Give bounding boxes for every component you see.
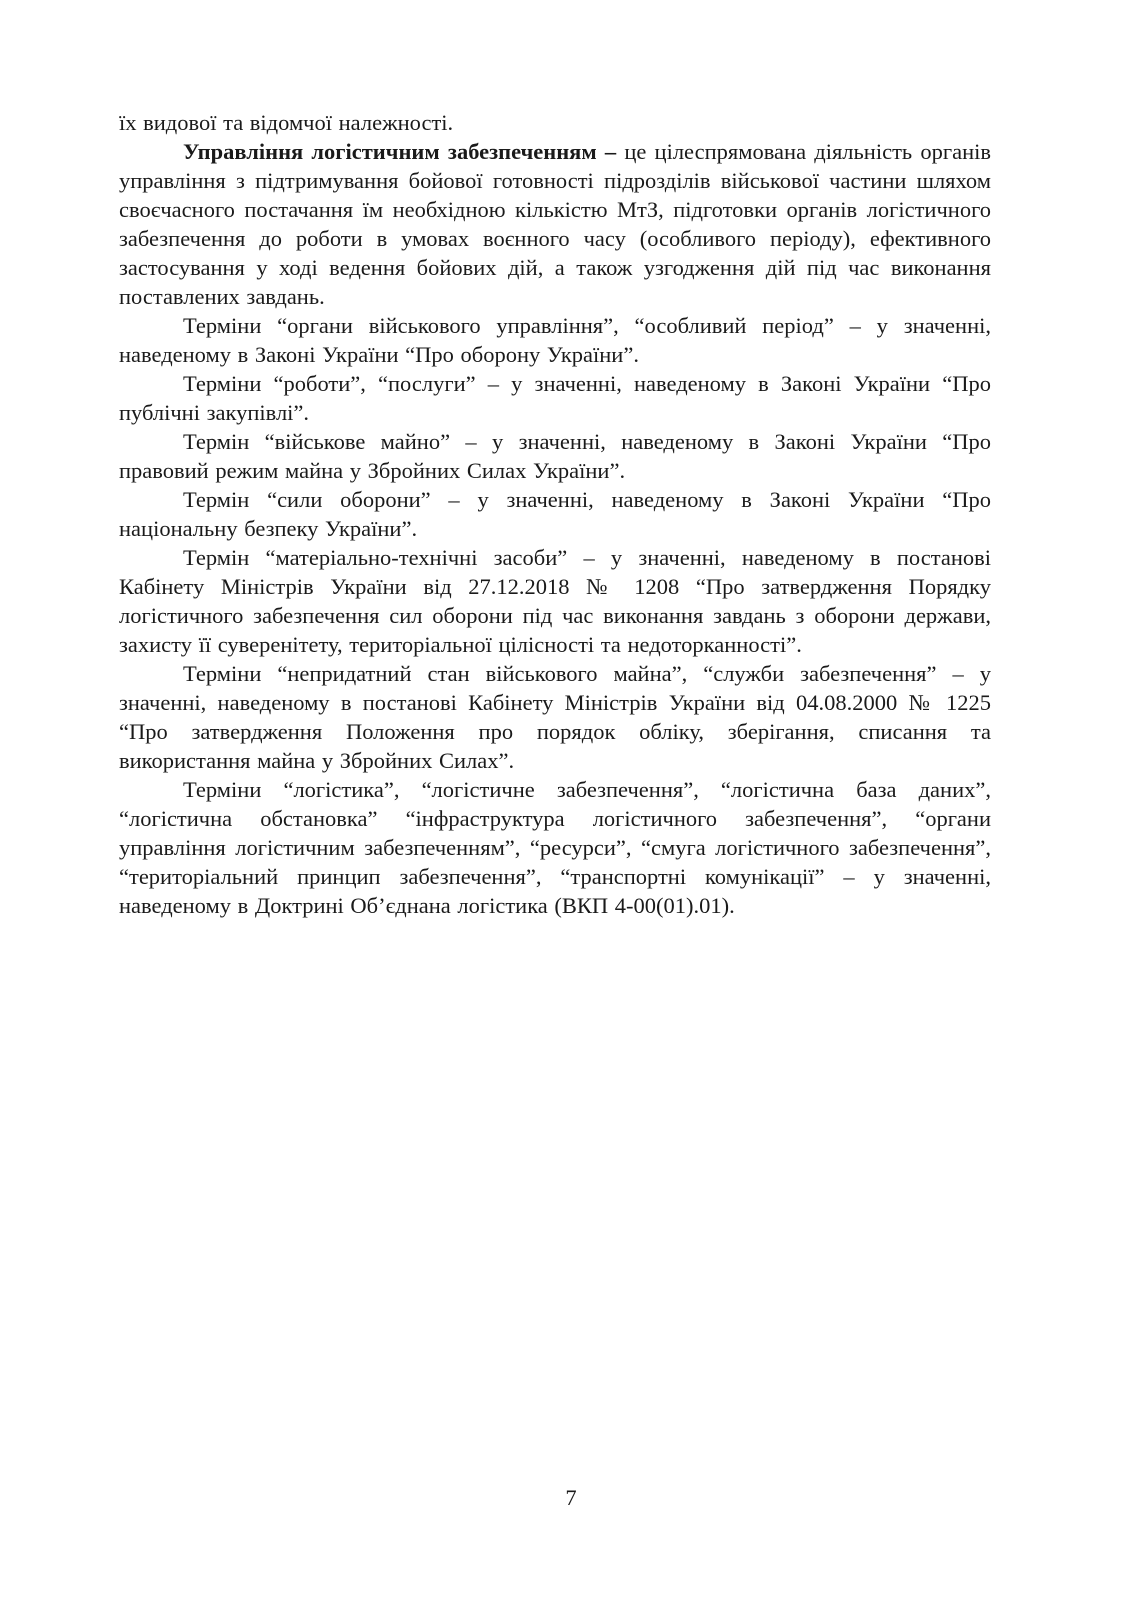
paragraph-text: Терміни “роботи”, “послуги” – у значенні, наведеному в Законі України “Про публічні закупівлі”. bbox=[119, 371, 991, 425]
paragraph-term-material-technical-means bbox=[119, 543, 991, 659]
page-number: 7 bbox=[565, 1485, 577, 1510]
paragraph-continuation bbox=[119, 108, 991, 137]
term-bold-lead: Управління логістичним забезпеченням – bbox=[183, 139, 625, 164]
paragraph-terms-logistics-doctrine bbox=[119, 775, 991, 920]
document-body bbox=[119, 108, 991, 920]
paragraph-text: Термін “військове майно” – у значенні, наведеному в Законі України “Про правовий режим майна у Збройних Силах України”. bbox=[119, 429, 991, 483]
paragraph-text: їх видової та відомчої належності. bbox=[119, 110, 454, 135]
paragraph-text: Термін “матеріально-технічні засоби” – у значенні, наведеному в постанові Кабінету Міністрів України від 27.12.2018 № 1208 “Про затвердження Порядку логістичного забезпечення сил оборони під час виконання завдань з оборони держави, захисту її суверенітету, територіальної цілісності та недоторканності”. bbox=[119, 545, 991, 657]
paragraph-terms-defense-law bbox=[119, 311, 991, 369]
paragraph-text: Терміни “непридатний стан військового майна”, “служби забезпечення” – у значенні, наведеному в постанові Кабінету Міністрів України від 04.08.2000 № 1225 “Про затвердження Положення про порядок обліку, зберігання, списання та використання майна у Збройних Силах”. bbox=[119, 661, 991, 773]
paragraph-text: Термін “сили оборони” – у значенні, наведеному в Законі України “Про національну безпеку України”. bbox=[119, 487, 991, 541]
paragraph-text: Терміни “логістика”, “логістичне забезпечення”, “логістична база даних”, “логістична обстановка” “інфраструктура логістичного забезпечення”, “органи управління логістичним забезпеченням”, “ресурси”, “смуга логістичного забезпечення”, “територіальний принцип забезпечення”, “транспортні комунікації” – у значенні, наведеному в Доктрині Об’єднана логістика (ВКП 4-00(01).01). bbox=[119, 777, 991, 918]
paragraph-term-defense-forces bbox=[119, 485, 991, 543]
paragraph-text: це цілеспрямована діяльність органів управління з підтримування бойової готовності підрозділів військової частини шляхом своєчасного постачання їм необхідною кількістю МтЗ, підготовки органів логістичного забезпечення до роботи в умовах воєнного часу (особливого періоду), ефективного застосування у ході ведення бойових дій, а також узгодження дій під час виконання поставлених завдань. bbox=[119, 139, 991, 309]
paragraph-terms-procurement-law bbox=[119, 369, 991, 427]
paragraph-terms-unusable-state bbox=[119, 659, 991, 775]
paragraph-term-military-property bbox=[119, 427, 991, 485]
paragraph-definition-logistics-management bbox=[119, 137, 991, 311]
paragraph-text: Терміни “органи військового управління”, “особливий період” – у значенні, наведеному в Законі України “Про оборону України”. bbox=[119, 313, 991, 367]
